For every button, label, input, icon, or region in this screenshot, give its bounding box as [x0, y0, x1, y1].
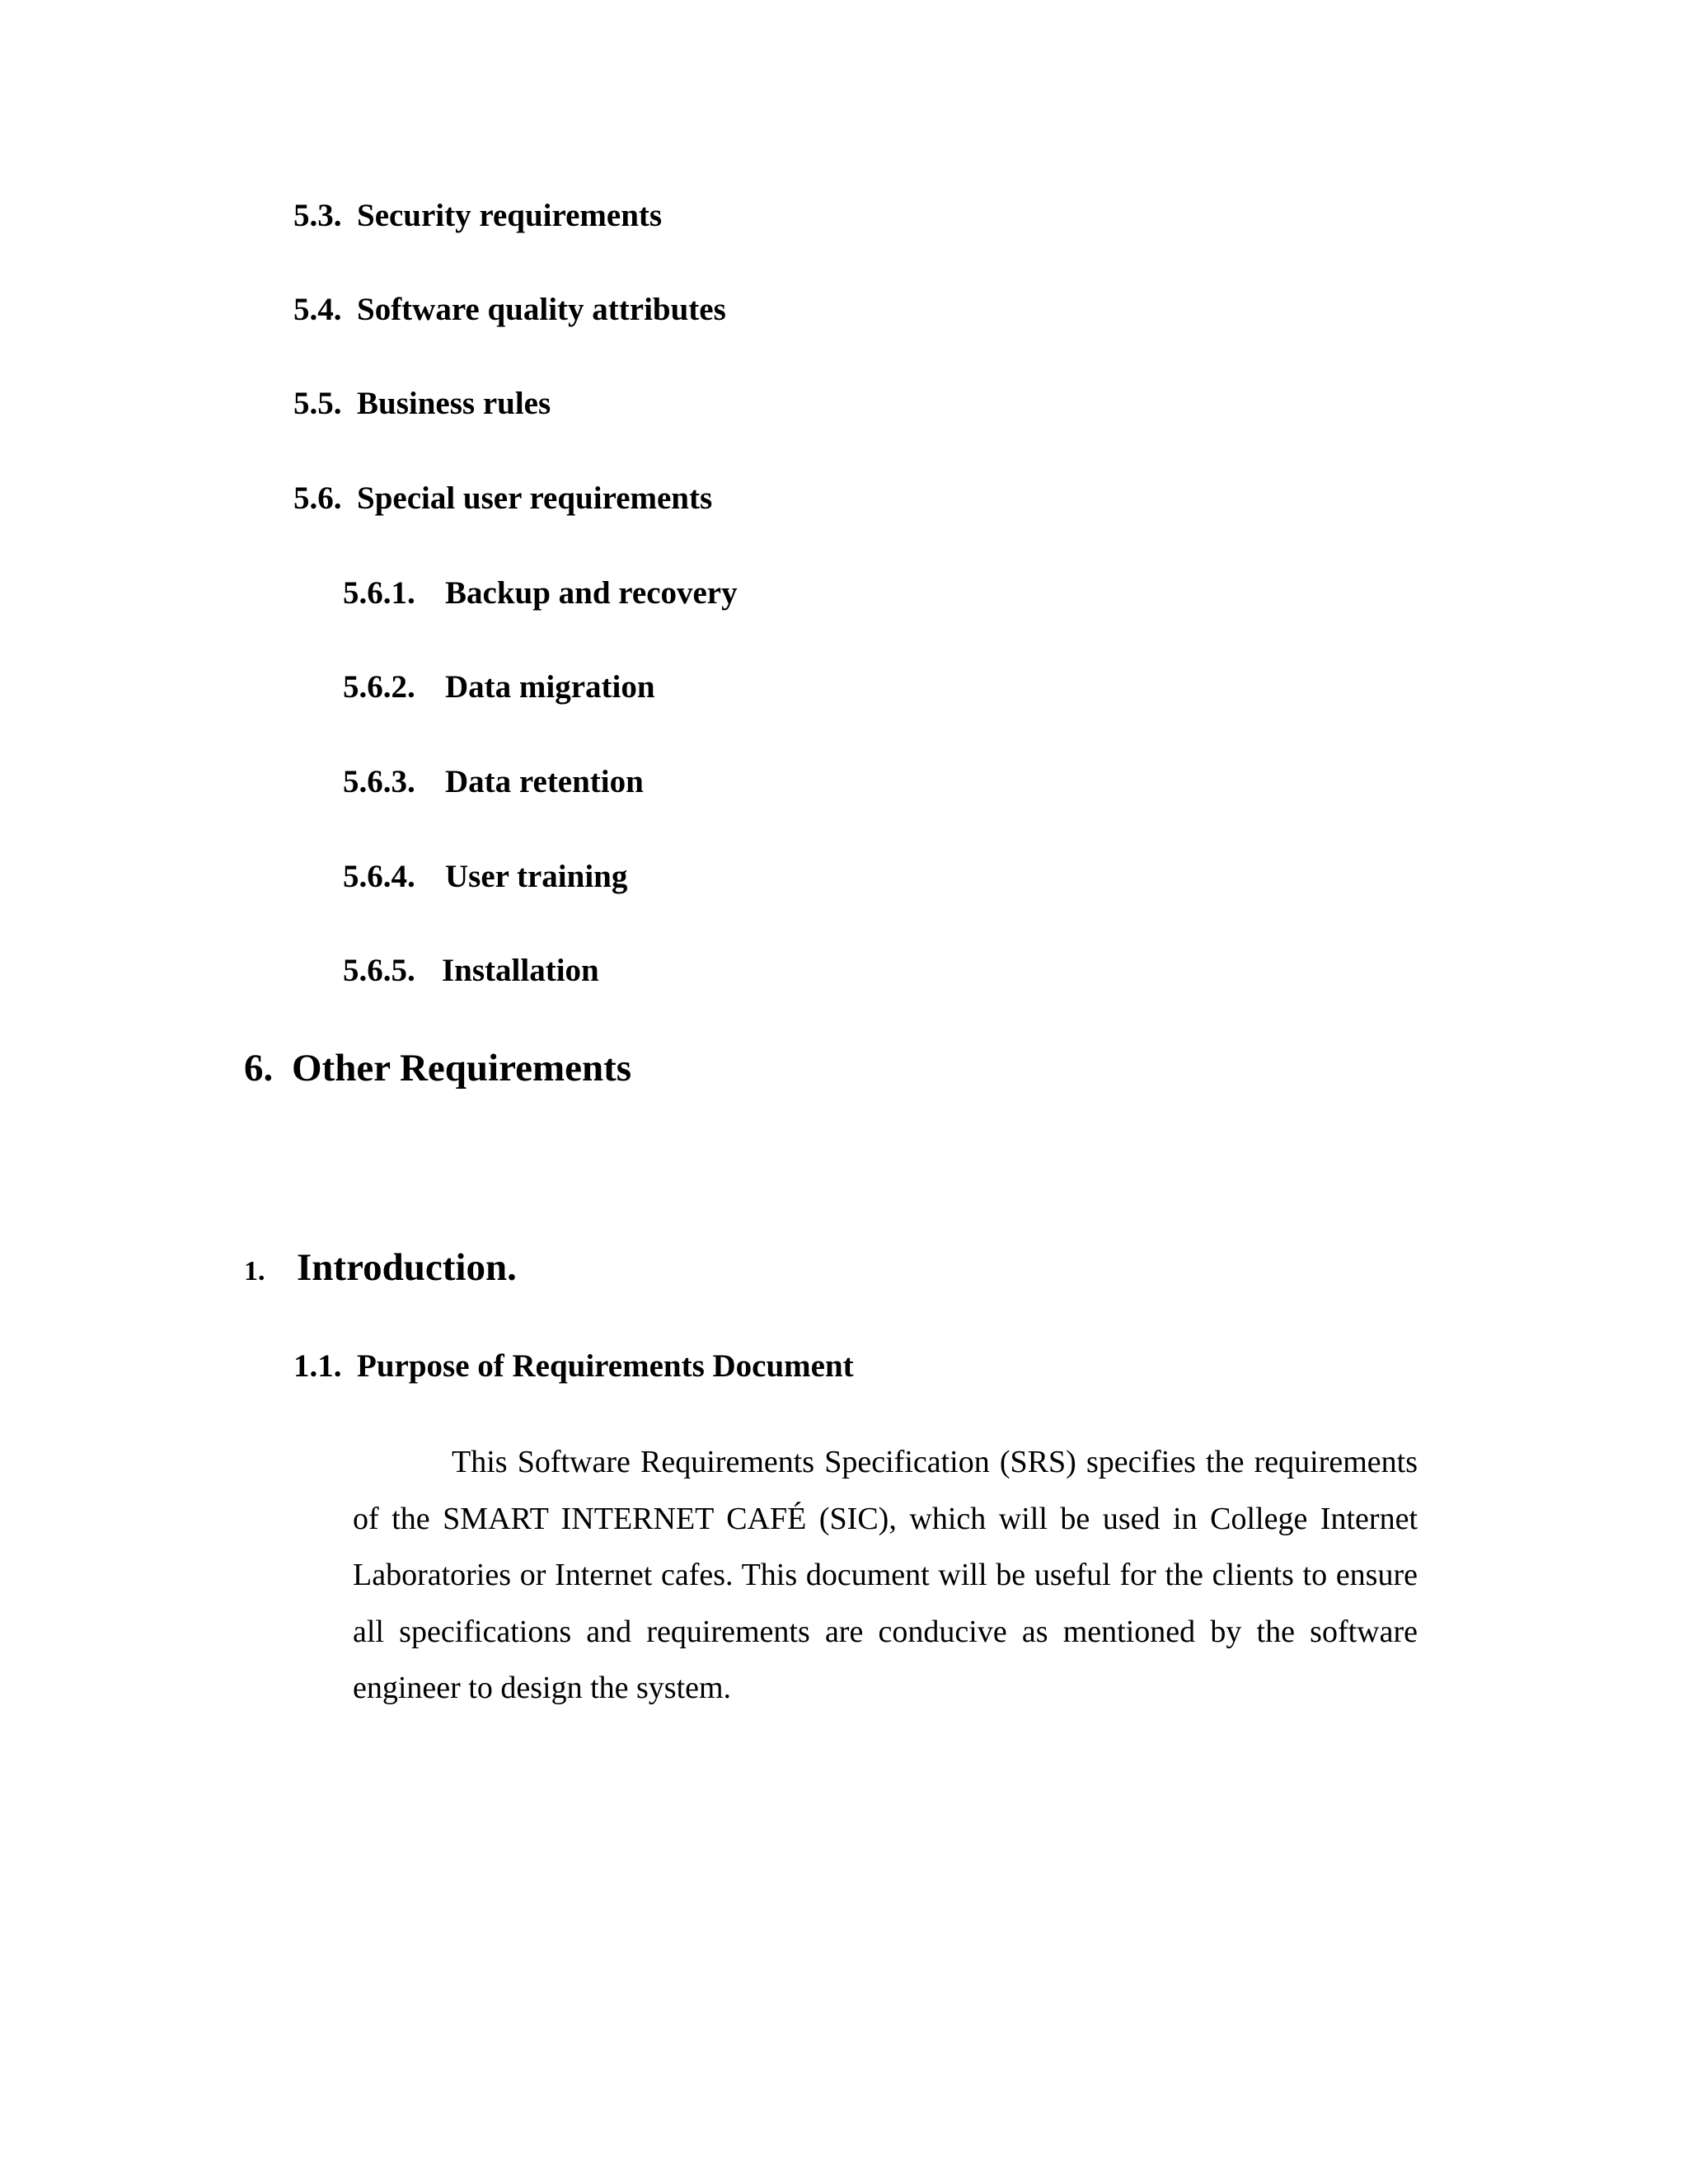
heading-5-6-1	[343, 574, 738, 613]
section-number: 5.6.2.	[343, 669, 415, 705]
section-title: Purpose of Requirements Document	[357, 1348, 854, 1384]
section-number: 5.6.4.	[343, 859, 415, 894]
section-title: Business rules	[357, 386, 551, 421]
section-title: Installation	[442, 953, 599, 988]
section-title: Introduction.	[297, 1246, 517, 1289]
section-number: 1.	[244, 1256, 265, 1286]
section-number: 6.	[244, 1047, 274, 1090]
section-title: Data migration	[445, 669, 655, 705]
section-title: Data retention	[445, 764, 644, 799]
heading-5-5	[293, 384, 551, 424]
section-title: User training	[445, 859, 628, 894]
purpose-paragraph: This Software Requirements Specification (SRS) specifies the requirements of the SMART INTERNET CAFÉ (SIC), which will be used in College Internet Laboratories or Internet cafes. This document will be useful for the clients to ensure all specifications and requirements are conducive as mentioned by the software engineer to design the system.	[353, 1445, 1418, 1705]
section-number: 5.6.3.	[343, 764, 415, 799]
heading-5-6-3	[343, 762, 644, 802]
section-number: 5.6.5.	[343, 953, 415, 988]
section-number: 5.5.	[293, 386, 342, 421]
section-number: 5.6.1.	[343, 575, 415, 611]
section-title: Other Requirements	[292, 1047, 632, 1090]
heading-1	[244, 1244, 517, 1300]
section-title: Security requirements	[357, 198, 663, 233]
heading-5-6	[293, 479, 712, 518]
heading-1-1	[293, 1347, 854, 1386]
heading-5-6-5	[343, 951, 599, 991]
heading-5-4	[293, 290, 726, 330]
section-title: Special user requirements	[357, 480, 713, 516]
section-number: 5.6.	[293, 480, 342, 516]
section-number: 5.4.	[293, 292, 342, 327]
section-number: 1.1.	[293, 1348, 342, 1384]
section-title: Backup and recovery	[445, 575, 738, 611]
heading-5-6-4	[343, 857, 627, 897]
heading-5-6-2	[343, 668, 655, 707]
heading-5-3	[293, 196, 662, 236]
section-title: Software quality attributes	[357, 292, 726, 327]
heading-6	[244, 1045, 631, 1091]
section-number: 5.3.	[293, 198, 342, 233]
